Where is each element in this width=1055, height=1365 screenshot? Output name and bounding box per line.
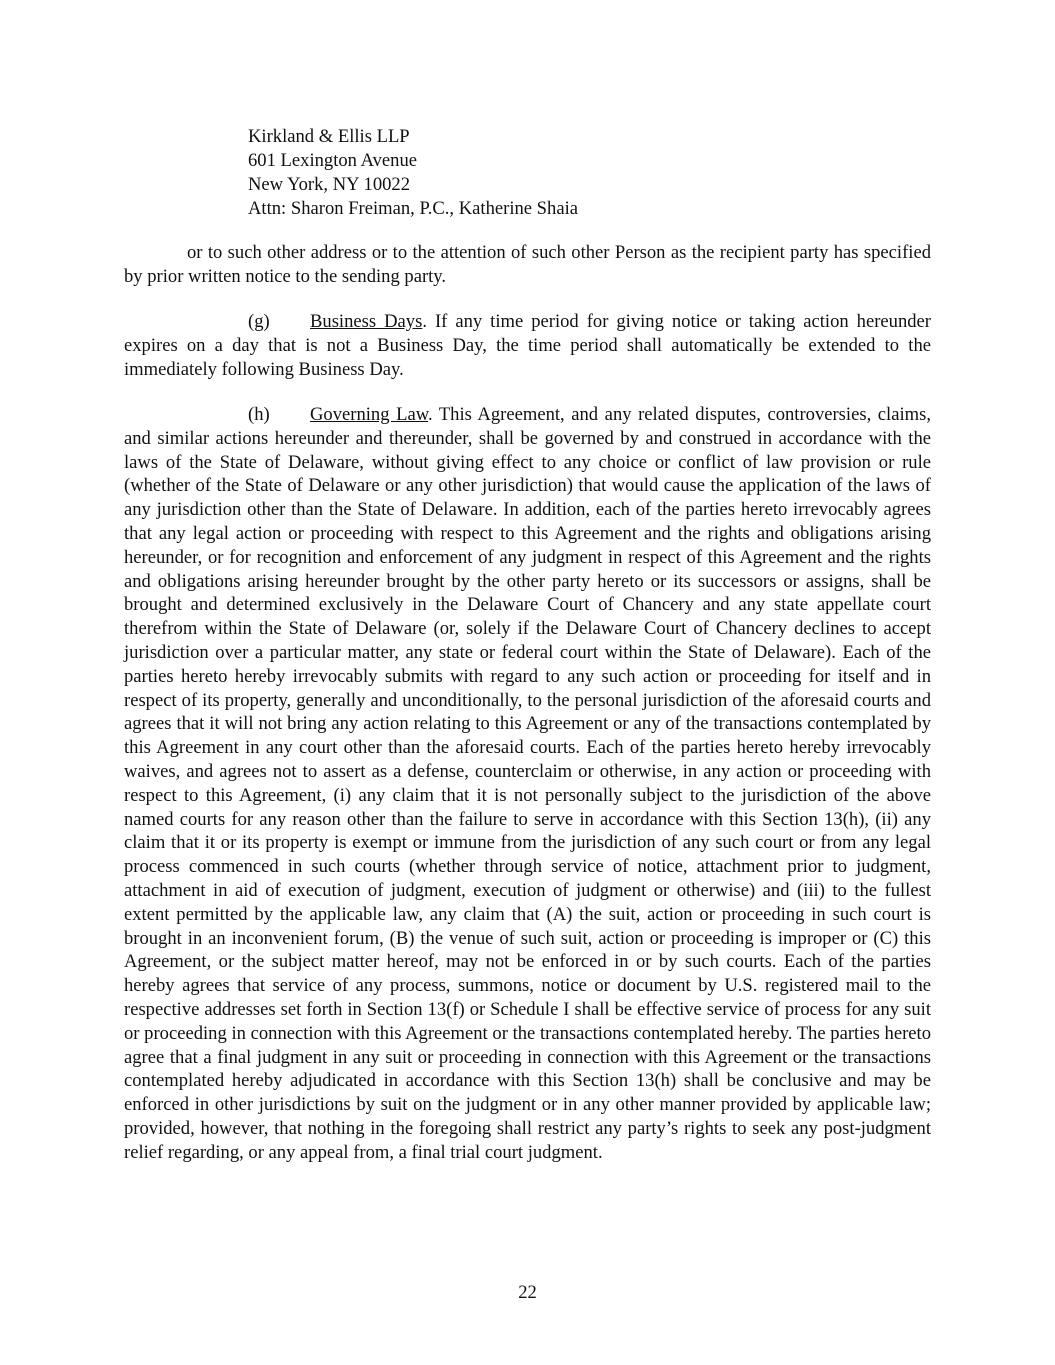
address-line-street: 601 Lexington Avenue: [248, 150, 418, 171]
section-g-heading: Business Days: [310, 311, 423, 332]
address-line-firm: Kirkland & Ellis LLP: [248, 126, 410, 147]
section-h-heading: Governing Law: [310, 404, 428, 425]
section-g-number: (g): [248, 311, 270, 332]
address-block: [248, 125, 578, 221]
section-g-text: . If any time period for giving notice or taking action hereunder expires on a day that is not a Business Day, the time period shall automatically be extended to the immediately following Business Day.: [124, 311, 931, 380]
section-h-text: . This Agreement, and any related disputes, controversies, claims, and similar actions hereunder and thereunder, shall be governed by and construed in accordance with the laws of the State of Delaware, without giving effect to any choice or conflict of law provision or rule (whether of the State of Delaware or any other jurisdiction) that would cause the application of the laws of any jurisdiction other than the State of Delaware. In addition, each of the parties hereto irrevocably agrees that any legal action or proceeding with respect to this Agreement and the rights and obligations arising hereunder, or for recognition and enforcement of any judgment in respect of this Agreement and the rights and obligations arising hereunder brought by the other party hereto or its successors or assigns, shall be brought and determined exclusively in the Delaware Court of Chancery and any state appellate court therefrom within the State of Delaware (or, solely if the Delaware Court of Chancery declines to accept jurisdiction over a particular matter, any state or federal court within the State of Delaware). Each of the parties hereto hereby irrevocably submits with regard to any such action or proceeding for itself and in respect of its property, generally and unconditionally, to the personal jurisdiction of the aforesaid courts and agrees that it will not bring any action relating to this Agreement or any of the transactions contemplated by this Agreement in any court other than the aforesaid courts. Each of the parties hereto hereby irrevocably waives, and agrees not to assert as a defense, counterclaim or otherwise, in any action or proceeding with respect to this Agreement, (i) any claim that it is not personally subject to the jurisdiction of the above named courts for any reason other than the failure to serve in accordance with this Section 13(h), (ii) any claim that it or its property is exempt or immune from the jurisdiction of any such court or from any legal process commenced in such courts (whether through service of notice, attachment prior to judgment, attachment in aid of execution of judgment, execution of judgment or otherwise) and (iii) to the fullest extent permitted by the applicable law, any claim that (A) the suit, action or proceeding in such court is brought in an inconvenient forum, (B) the venue of such suit, action or proceeding is improper or (C) this Agreement, or the subject matter hereof, may not be enforced in or by such courts. Each of the parties hereby agrees that service of any process, summons, notice or document by U.S. registered mail to the respective addresses set forth in Section 13(f) or Schedule I shall be effective service of process for any suit or proceeding in connection with this Agreement or the transactions contemplated hereby. The parties hereto agree that a final judgment in any suit or proceeding in connection with this Agreement or the transactions contemplated hereby adjudicated in accordance with this Section 13(h) shall be conclusive and may be enforced in other jurisdictions by suit on the judgment or in any other manner provided by applicable law; provided, however, that nothing in the foregoing shall restrict any party’s rights to seek any post-judgment relief regarding, or any appeal from, a final trial court judgment.: [124, 404, 931, 1163]
section-h-paragraph: [124, 403, 931, 1165]
section-h-number: (h): [248, 404, 270, 425]
section-g-paragraph: [124, 310, 931, 381]
trailing-paragraph: or to such other address or to the attention of such other Person as the recipient party has specified by prior written notice to the sending party.: [124, 242, 931, 287]
address-line-city: New York, NY 10022: [248, 174, 411, 195]
address-line-attention: Attn: Sharon Freiman, P.C., Katherine Shaia: [248, 198, 578, 219]
page-number: 22: [518, 1282, 537, 1303]
